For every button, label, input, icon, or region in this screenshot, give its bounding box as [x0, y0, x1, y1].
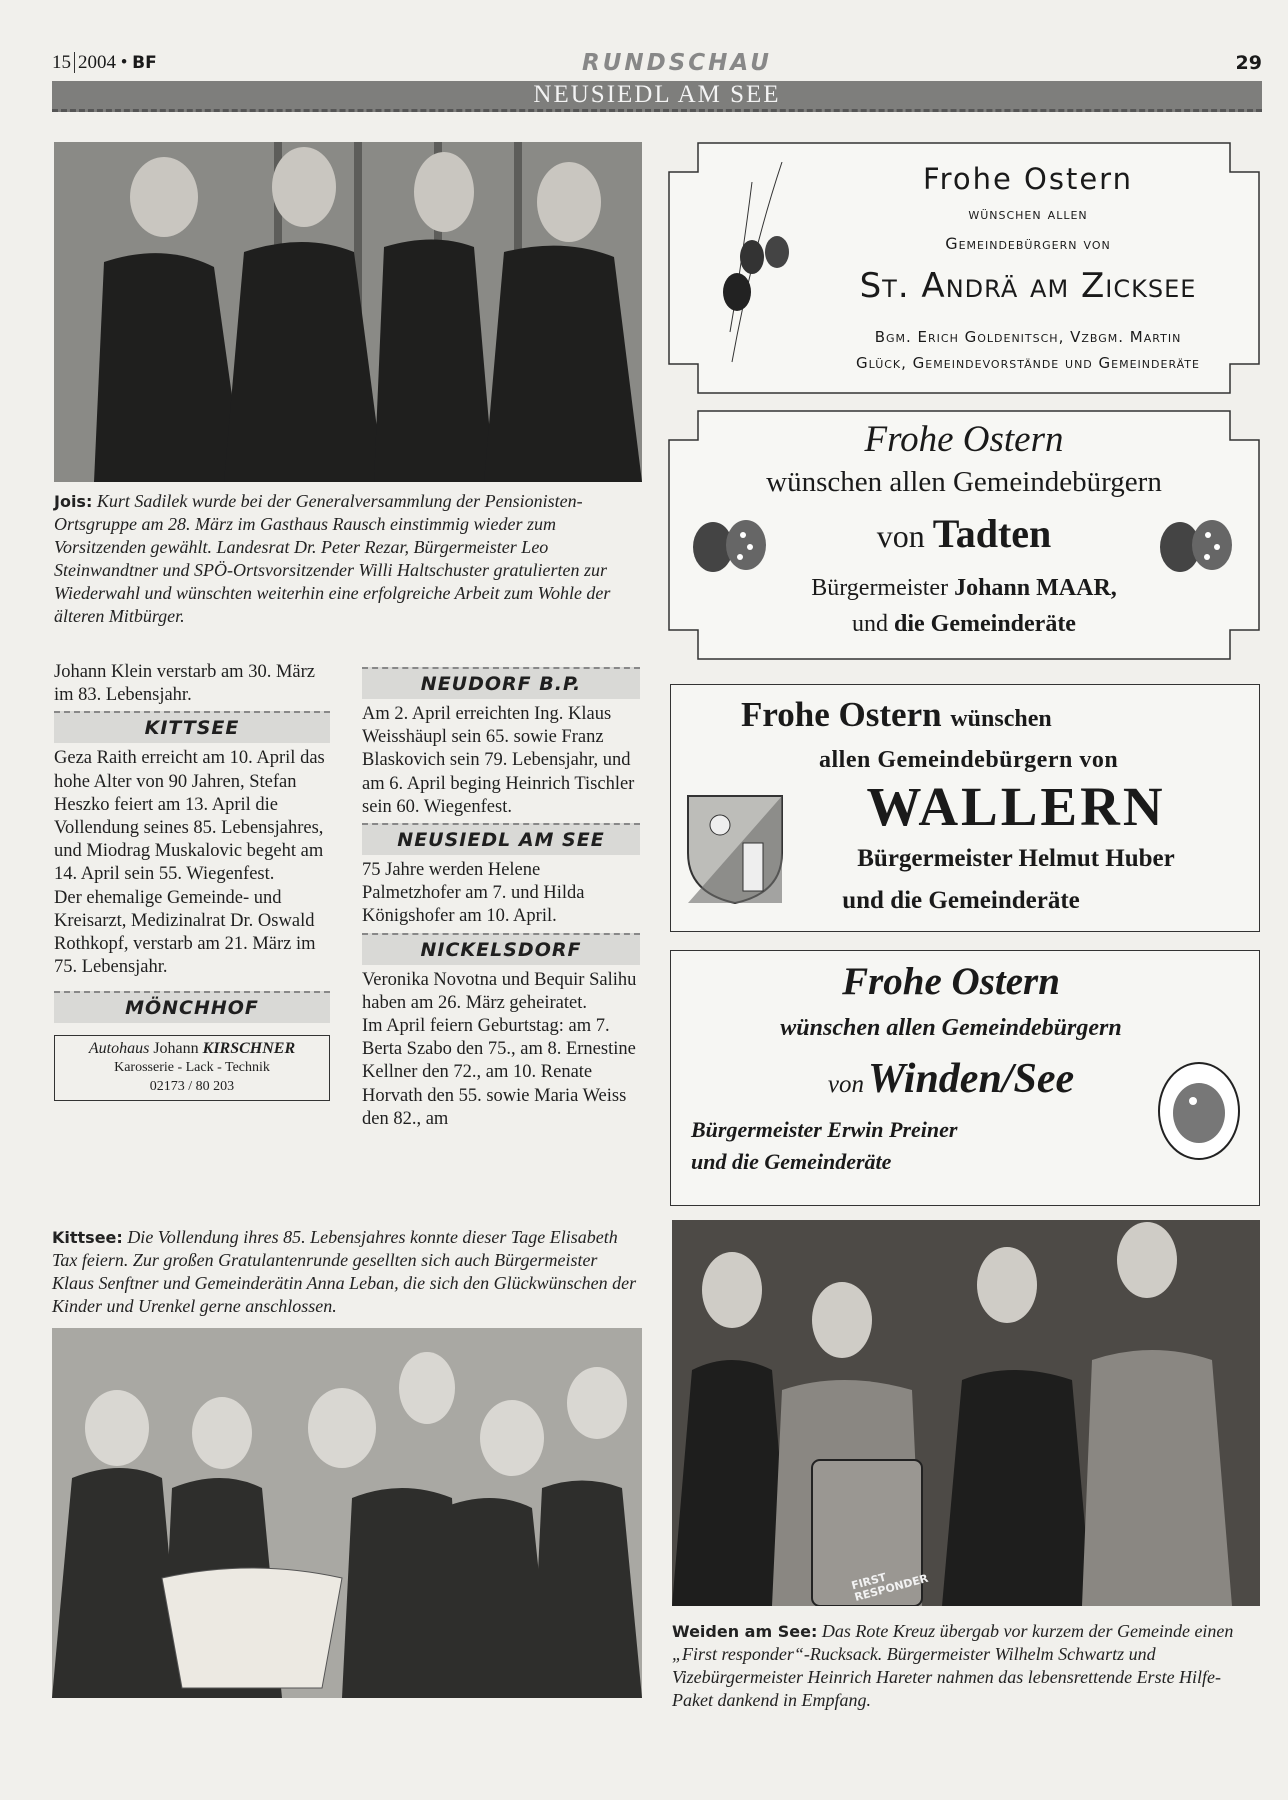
caption-weiden-place: Weiden am See:	[672, 1622, 818, 1641]
page-header	[52, 50, 1262, 80]
tadten-mayor-title: Bürgermeister	[811, 575, 949, 601]
ad-kirschner-autohaus: Autohaus	[88, 1040, 150, 1058]
kittsee-news-1: Geza Raith erreicht am 10. April das hohe Alter von 90 Jahren, Stefan Heszko feiert am 13. April die Vollendung seines 85. Lebensjahres, und Miodrag Muskalovic begeht am 14. April sein 55. Wiegenfest.	[54, 748, 325, 885]
winden-von: von	[827, 1071, 864, 1098]
tadten-und: und	[852, 611, 889, 637]
issue-info: 15 2004 • BF	[52, 52, 157, 73]
section-title: NEUSIEDL AM SEE	[533, 81, 781, 108]
caption-kittsee	[52, 1226, 642, 1318]
st-andrae-line3: Gemeindebürgern von	[945, 234, 1111, 253]
catkin-eggs-icon	[692, 162, 802, 372]
easter-eggs-left-icon	[688, 515, 778, 575]
ad-kirschner-services: Karosserie - Lack - Technik	[114, 1060, 270, 1076]
column-1	[54, 661, 330, 1101]
backpack-label: FIRST RESPONDER	[849, 1570, 930, 1604]
caption-jois-place: Jois:	[54, 492, 93, 511]
ad-kirschner	[54, 1035, 330, 1101]
caption-weiden	[672, 1620, 1260, 1712]
wallern-mayor: Bürgermeister Helmut Huber	[857, 845, 1175, 872]
col1-intro: Johann Klein verstarb am 30. März im 83. Lebensjahr.	[54, 662, 315, 706]
caption-jois-text: Kurt Sadilek wurde bei der Generalversammlung der Pensionisten-Ortsgruppe am 28. März im Gasthaus Rausch einstimmig wieder zum Vorsitzenden gewählt. Landesrat Dr. Peter Rezar, Bürgermeister Leo Steinwandtner und SPÖ-Ortsvorsitzender Willi Haltschuster gratulierten zur Wiederwahl und wünschten weiterhin eine erfolgreiche Arbeit zum Wohle der älteren Mitbürger.	[54, 491, 611, 626]
tadten-council: die Gemeinderäte	[894, 611, 1076, 637]
winden-council: und die Gemeinderäte	[691, 1149, 892, 1174]
ad-tadten	[668, 410, 1260, 660]
tadten-town: Tadten	[932, 511, 1052, 556]
st-andrae-line5: Bgm. Erich Goldenitsch, Vzbgm. Martin	[874, 328, 1182, 346]
issue-number: 15	[52, 52, 71, 73]
heading-neusiedl: NEUSIEDL AM SEE	[362, 823, 640, 855]
ad-wallern	[670, 684, 1260, 932]
ad-kirschner-firstname: Johann	[153, 1040, 199, 1058]
neudorf-news: Am 2. April erreichten Ing. Klaus Weisshäupl sein 65. sowie Franz Blaskovich sein 79. Lebensjahr, und am 6. April beging Heinrich Tischler sein 60. Wiegenfest.	[362, 704, 635, 817]
nickelsdorf-news-1: Veronika Novotna und Bequir Salihu haben am 26. März geheiratet.	[362, 969, 637, 1013]
brand: BF	[132, 53, 157, 73]
newspaper-title: RUNDSCHAU	[582, 50, 772, 76]
section-banner	[52, 81, 1262, 112]
easter-eggs-right-icon	[1150, 515, 1240, 575]
wallern-wuenschen: wünschen	[950, 706, 1052, 732]
nickelsdorf-news-2: Im April feiern Geburtstag: am 7. Berta Szabo den 75., am 8. Ernestine Kellner den 72., am 10. Renate Horvath den 55. sowie Maria Weiss den 82., am	[362, 1016, 636, 1129]
easter-chick-icon	[1149, 1051, 1249, 1171]
winden-greeting: Frohe Ostern	[842, 960, 1060, 1003]
winden-town: Winden/See	[867, 1056, 1075, 1102]
caption-jois	[54, 490, 642, 628]
ad-winden	[670, 950, 1260, 1206]
photo-jois	[54, 142, 642, 482]
heading-nickelsdorf: NICKELSDORF	[362, 933, 640, 965]
wallern-council: und die Gemeinderäte	[842, 887, 1080, 914]
page-number: 29	[1235, 52, 1262, 74]
caption-weiden-text: Das Rote Kreuz übergab vor kurzem der Gemeinde einen „First responder“-Rucksack. Bürgermeister Wilhelm Schwartz und Vizebürgermeister Heinrich Hareter nahmen das lebensrettende Erste Hilfe-Paket dankend in Empfang.	[672, 1621, 1234, 1710]
st-andrae-line2: wünschen allen	[968, 204, 1088, 223]
kittsee-news-2: Der ehemalige Gemeinde- und Kreisarzt, Medizinalrat Dr. Oswald Rothkopf, verstarb am 21. März im 75. Lebensjahr.	[54, 887, 316, 978]
photo-weiden	[672, 1220, 1260, 1606]
wallern-town: WALLERN	[866, 776, 1166, 837]
winden-mayor: Bürgermeister Erwin Preiner	[691, 1117, 958, 1142]
winden-line2: wünschen allen Gemeindebürgern	[780, 1015, 1122, 1041]
caption-kittsee-text: Die Vollendung ihres 85. Lebensjahres konnte dieser Tage Elisabeth Tax feiern. Zur großen Gratulantenrunde gesellten sich auch Bürgermeister Klaus Senftner und Gemeinderätin Anna Leban, die sich den Glückwünschen der Kinder und Urenkel gerne anschlossen.	[52, 1227, 637, 1316]
caption-kittsee-place: Kittsee:	[52, 1228, 123, 1247]
heading-neudorf: NEUDORF B.P.	[362, 667, 640, 699]
wallern-coat-of-arms-icon	[685, 793, 785, 905]
tadten-line2: wünschen allen Gemeindebürgern	[766, 466, 1162, 498]
wallern-line2: allen Gemeindebürgern von	[819, 747, 1119, 773]
tadten-mayor-name: Johann MAAR,	[954, 575, 1117, 601]
ad-kirschner-phone: 02173 / 80 203	[149, 1079, 235, 1095]
ad-st-andrae	[668, 142, 1260, 394]
st-andrae-town: St. Andrä am Zicksee	[859, 266, 1197, 306]
tadten-von: von	[876, 518, 925, 554]
ad-kirschner-name: KIRSCHNER	[202, 1040, 296, 1058]
heading-moenchhof: MÖNCHHOF	[54, 991, 330, 1023]
column-2	[362, 667, 640, 1131]
st-andrae-line6: Glück, Gemeindevorstände und Gemeinderäte	[856, 354, 1200, 372]
issue-year: 2004	[78, 52, 116, 73]
heading-kittsee: KITTSEE	[54, 711, 330, 743]
wallern-greeting: Frohe Ostern	[741, 695, 942, 734]
tadten-greeting: Frohe Ostern	[864, 419, 1064, 460]
neusiedl-news: 75 Jahre werden Helene Palmetzhofer am 7. und Hilda Königshofer am 10. April.	[362, 860, 585, 927]
photo-kittsee	[52, 1328, 642, 1698]
st-andrae-greeting: Frohe Ostern	[923, 162, 1133, 196]
